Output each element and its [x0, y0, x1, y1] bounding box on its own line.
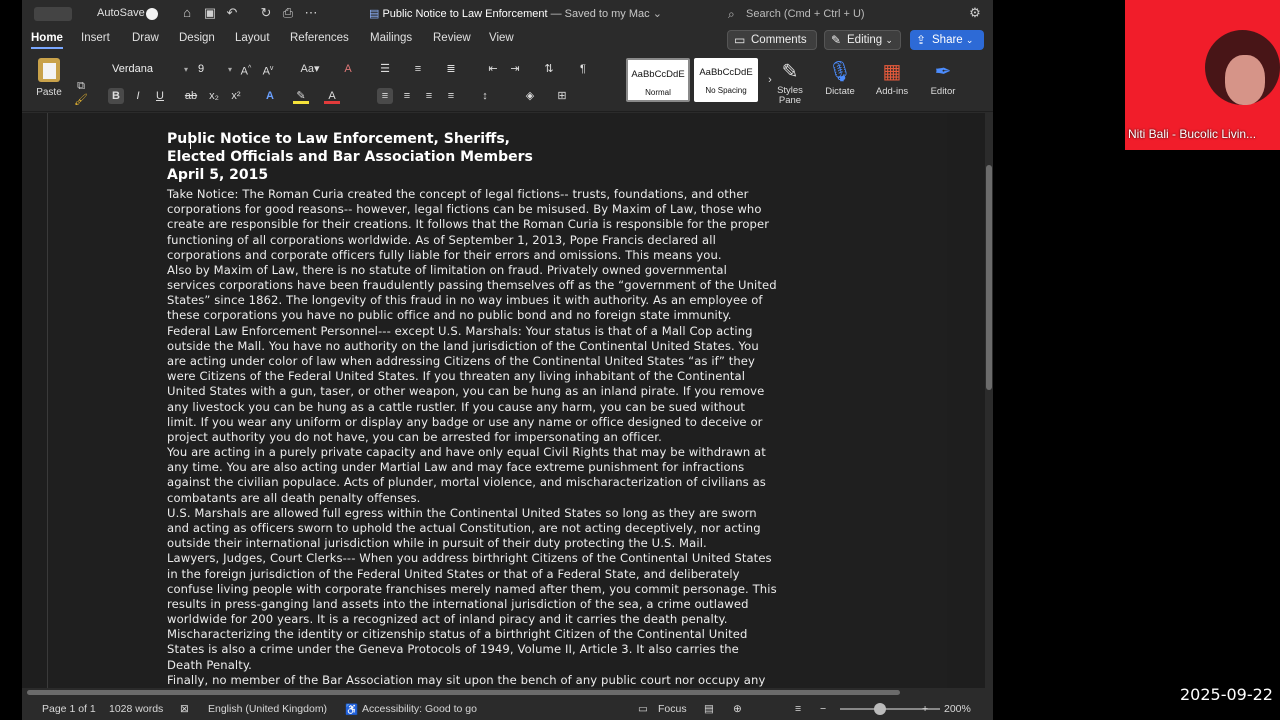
- align-left-icon[interactable]: ≡: [377, 88, 393, 104]
- body-line: U.S. Marshals are allowed full egress within the Continental United States so long as they are sworn: [167, 505, 757, 520]
- style-name: Normal: [645, 88, 671, 97]
- text-effects-icon[interactable]: A: [266, 90, 274, 102]
- font-size-select[interactable]: [194, 61, 234, 78]
- print-layout-icon[interactable]: ▤: [704, 703, 714, 715]
- share-label: Share: [932, 34, 963, 46]
- bullets-icon[interactable]: ☰: [380, 63, 390, 75]
- share-button[interactable]: [910, 30, 984, 50]
- home-icon[interactable]: ⌂: [183, 5, 191, 20]
- proofing-icon[interactable]: ⊠: [180, 703, 189, 715]
- heading-line: April 5, 2015: [167, 167, 269, 183]
- redo-icon[interactable]: ↻: [260, 5, 272, 20]
- format-painter-icon[interactable]: 🖌: [74, 94, 88, 106]
- paste-button[interactable]: [34, 58, 64, 98]
- font-name-value: Verdana: [112, 63, 153, 75]
- status-bar: [22, 698, 993, 720]
- body-line: were Citizens of the Federal United States. If you threaten any living inhabitant of the Continental: [167, 369, 746, 384]
- saved-status: — Saved to my Mac: [550, 8, 650, 20]
- chevron-down-icon: ⌄: [885, 35, 893, 45]
- change-case-icon[interactable]: Aa▾: [300, 63, 320, 75]
- comments-label: Comments: [751, 34, 807, 46]
- tab-insert[interactable]: Insert: [81, 32, 110, 44]
- body-line: and acting as officers sworn to uphold the actual Constitution, are not acting deceptively, nor acting: [167, 520, 761, 535]
- tab-mailings[interactable]: Mailings: [370, 32, 413, 44]
- undo-icon[interactable]: ↶: [226, 5, 238, 20]
- increase-indent-icon[interactable]: ⇥: [510, 63, 520, 75]
- body-line: Finally, no member of the Bar Association may sit upon the bench of any public court nor occupy any: [167, 672, 766, 687]
- font-size-value: 9: [198, 63, 205, 75]
- body-line: are acting under color of law when addressing Citizens of the Continental United States “as if” they: [167, 353, 756, 368]
- align-right-icon[interactable]: ≡: [425, 90, 433, 102]
- document-icon: ▤: [369, 8, 383, 20]
- editor-icon: ✒: [934, 61, 952, 83]
- styles-pane-button[interactable]: [769, 58, 811, 106]
- paste-label: Paste: [36, 87, 62, 98]
- search-icon: ⌕: [728, 7, 735, 21]
- decrease-indent-icon[interactable]: ⇤: [488, 63, 498, 75]
- web-layout-icon[interactable]: ⊕: [733, 703, 742, 715]
- body-line: States” since 1862. The longevity of this fraud in no way imbues it with authority. As an employee of: [167, 293, 763, 308]
- dictate-label: Dictate: [825, 86, 855, 97]
- style-name: No Spacing: [705, 86, 747, 95]
- more-icon[interactable]: ⋯: [304, 5, 318, 20]
- body-line: corporations for good reasons-- however, legal fictions can be misused. By Maxim of Law, those who: [167, 202, 762, 217]
- chevron-down-icon: ⌄: [649, 8, 662, 20]
- tab-draw[interactable]: Draw: [132, 32, 159, 44]
- share-icon: ⇪: [916, 33, 927, 47]
- line-spacing-icon[interactable]: ↕: [482, 90, 488, 102]
- vertical-scrollbar[interactable]: [985, 113, 993, 688]
- body-line: outside the Mall. You have no authority on the land jurisdiction of the Continental United States. You: [167, 338, 759, 353]
- video-person-face: [1225, 55, 1265, 105]
- styles-pane-label: Styles Pane: [777, 85, 803, 106]
- style-preview: AaBbCcDdE: [699, 67, 753, 78]
- strikethrough-icon[interactable]: ab: [184, 90, 198, 102]
- body-line: Death Penalty.: [167, 657, 252, 672]
- styles-gallery: [626, 58, 762, 102]
- microphone-icon: 🎙: [827, 61, 853, 83]
- chevron-down-icon: ⌄: [965, 35, 974, 45]
- body-line: You are acting in a purely private capacity and have only equal Civil Rights that may be withdrawn at: [167, 445, 766, 460]
- page-count[interactable]: Page 1 of 1: [42, 703, 96, 715]
- align-center-icon[interactable]: ≡: [403, 90, 411, 102]
- dictate-button[interactable]: [819, 58, 861, 97]
- shrink-font-icon[interactable]: $A^v$: [262, 65, 274, 78]
- tab-layout[interactable]: Layout: [235, 32, 270, 44]
- window-controls[interactable]: [34, 7, 72, 21]
- accessibility-status[interactable]: Accessibility: Good to go: [362, 703, 477, 715]
- sort-icon[interactable]: ⇅: [544, 63, 554, 75]
- participant-name: Niti Bali - Bucolic Livin...: [1128, 127, 1257, 141]
- zoom-out-icon[interactable]: −: [820, 703, 827, 715]
- read-mode-icon[interactable]: ≡: [795, 703, 802, 715]
- style-normal[interactable]: [626, 58, 690, 102]
- body-line: confuse living people with corporate franchises merely named after them, you commit personage. This: [167, 581, 777, 596]
- date-stamp: 2025-09-22: [1180, 685, 1273, 704]
- body-line: these corporations you have no public office and no public bond and no foreign state immunity.: [167, 308, 732, 323]
- comment-icon: ▭: [734, 33, 746, 47]
- heading-line: Elected Officials and Bar Association Members: [167, 149, 533, 165]
- shading-icon[interactable]: ◈: [525, 90, 535, 102]
- autosave-label: AutoSave: [97, 7, 145, 19]
- addins-button[interactable]: [871, 58, 913, 97]
- body-line: outside their international jurisdiction while in pursuit of their duty protecting the U.S. Mail.: [167, 536, 707, 551]
- font-name-select[interactable]: [108, 61, 190, 78]
- body-line: results in press-ganging land assets into the international jurisdiction of the sea, a crime outlawed: [167, 596, 749, 611]
- focus-mode[interactable]: Focus: [658, 703, 687, 715]
- body-line: States is also a crime under the Geneva Protocols of 1949, Volume II, Article 3. It also carries the: [167, 642, 739, 657]
- styles-pane-icon: ✎: [781, 61, 799, 83]
- copy-icon[interactable]: ⧉: [77, 80, 85, 92]
- accessibility-icon: ♿: [345, 704, 359, 716]
- heading-line: Public Notice to Law Enforcement, Sheriffs,: [167, 131, 510, 147]
- word-count[interactable]: 1028 words: [109, 703, 164, 715]
- grow-font-icon[interactable]: A^: [240, 65, 252, 78]
- chevron-down-icon: ▾: [227, 65, 232, 74]
- pencil-icon: ✎: [831, 33, 842, 47]
- title-bar: [22, 0, 993, 28]
- body-line: United States with a gun, taser, or other weapon, you can be hung as an inland pirate. If you remove: [167, 384, 765, 399]
- tab-references[interactable]: References: [290, 32, 349, 44]
- body-line: against the civilian populace. Acts of plunder, mortal violence, and mischaracterization of civilians as: [167, 475, 766, 490]
- body-line: worldwide for 200 years. It is a recognized act of inland piracy and it carries the death penalty.: [167, 612, 728, 627]
- numbering-icon[interactable]: ≡: [414, 63, 422, 75]
- style-no-spacing[interactable]: [694, 58, 758, 102]
- addins-label: Add-ins: [875, 86, 909, 97]
- addins-icon: ▦: [882, 61, 902, 83]
- tab-home[interactable]: Home: [31, 32, 63, 44]
- scroll-thumb[interactable]: [27, 690, 900, 695]
- focus-icon: ▭: [638, 703, 648, 715]
- document-page[interactable]: [47, 113, 947, 688]
- underline-icon[interactable]: U: [156, 90, 164, 102]
- clipboard-icon: [38, 58, 60, 82]
- italic-icon[interactable]: I: [136, 90, 140, 102]
- justify-icon[interactable]: ≡: [447, 90, 455, 102]
- save-icon[interactable]: ▣: [203, 5, 217, 20]
- body-line: any livestock you can be hung as a cattle rustler. If you cause any harm, you can be sued without: [167, 399, 746, 414]
- document-title[interactable]: [369, 7, 662, 20]
- subscript-icon[interactable]: x₂: [209, 90, 219, 102]
- editor-button[interactable]: [922, 58, 964, 97]
- word-window: [22, 0, 993, 720]
- superscript-icon[interactable]: x²: [231, 90, 241, 102]
- comments-button[interactable]: [727, 30, 817, 50]
- editing-button[interactable]: [824, 30, 901, 50]
- tab-view[interactable]: View: [489, 32, 514, 44]
- clear-formatting-icon[interactable]: A: [344, 63, 352, 75]
- paragraph-marks-icon[interactable]: ¶: [580, 63, 586, 75]
- body-line: services corporations have been fraudulently passing themselves off as the “government of the United: [167, 278, 777, 293]
- chevron-right-icon[interactable]: ›: [768, 74, 772, 86]
- editor-label: Editor: [930, 86, 956, 97]
- editing-label: Editing: [847, 34, 883, 46]
- body-line: create are responsible for their creations. It follows that the Roman Curia is responsible for the proper: [167, 217, 770, 232]
- body-line: Federal Law Enforcement Personnel--- except U.S. Marshals: Your status is that of a Mall Cop acting: [167, 323, 753, 338]
- body-line: Mischaracterizing the identity or citizenship status of a birthright Citizen of the Continental United: [167, 627, 748, 642]
- highlight-icon[interactable]: ✎: [293, 88, 309, 104]
- print-icon[interactable]: ⎙: [282, 5, 294, 20]
- document-name: Public Notice to Law Enforcement: [382, 8, 548, 20]
- body-line: corporations and corporate officers fully liable for their errors and omissions. This means you.: [167, 247, 722, 262]
- style-preview: AaBbCcDdE: [631, 69, 685, 80]
- body-line: Also by Maxim of Law, there is no statute of limitation on fraud. Privately owned governmental: [167, 262, 727, 277]
- body-line: any time. You are also acting under Martial Law and may face extreme punishment for infractions: [167, 460, 745, 475]
- font-color-icon[interactable]: A: [324, 88, 340, 104]
- zoom-level[interactable]: 200%: [944, 703, 971, 715]
- multilevel-list-icon[interactable]: ≣: [446, 63, 456, 75]
- body-line: in the foreign jurisdiction of the Federal United States or that of a Federal State, and deliberately: [167, 566, 740, 581]
- body-line: Take Notice: The Roman Curia created the concept of legal fictions-- trusts, foundations, and other: [167, 187, 749, 201]
- tab-review[interactable]: Review: [433, 32, 471, 44]
- search-placeholder: Search (Cmd + Ctrl + U): [746, 8, 865, 20]
- body-line: functioning of all corporations worldwide. As of September 1, 2013, Pope Francis declared all: [167, 232, 716, 247]
- scroll-thumb[interactable]: [986, 165, 992, 390]
- borders-icon[interactable]: ⊞: [557, 90, 567, 102]
- tab-design[interactable]: Design: [179, 32, 215, 44]
- body-line: combatants are all death penalty offenses.: [167, 490, 421, 505]
- zoom-slider-knob[interactable]: [874, 703, 886, 715]
- search-box[interactable]: [722, 4, 907, 24]
- language[interactable]: English (United Kingdom): [208, 703, 328, 715]
- ribbon-home: [22, 54, 993, 112]
- autosave-toggle[interactable]: [146, 8, 158, 20]
- document-area[interactable]: [22, 113, 985, 688]
- ribbon-display-icon[interactable]: ⚙: [969, 5, 981, 20]
- horizontal-scrollbar[interactable]: [22, 688, 985, 697]
- zoom-in-icon[interactable]: +: [922, 703, 929, 715]
- chevron-down-icon: ▾: [183, 65, 188, 74]
- bold-icon[interactable]: B: [108, 88, 124, 104]
- body-line: project authority you do not have, you can be arrested for impersonating an officer.: [167, 429, 662, 444]
- body-line: Lawyers, Judges, Court Clerks--- When you address birthright Citizens of the Continental United States: [167, 551, 772, 566]
- body-line: limit. If you wear any uniform or display any badge or use any name or office designed to deceive or: [167, 414, 763, 429]
